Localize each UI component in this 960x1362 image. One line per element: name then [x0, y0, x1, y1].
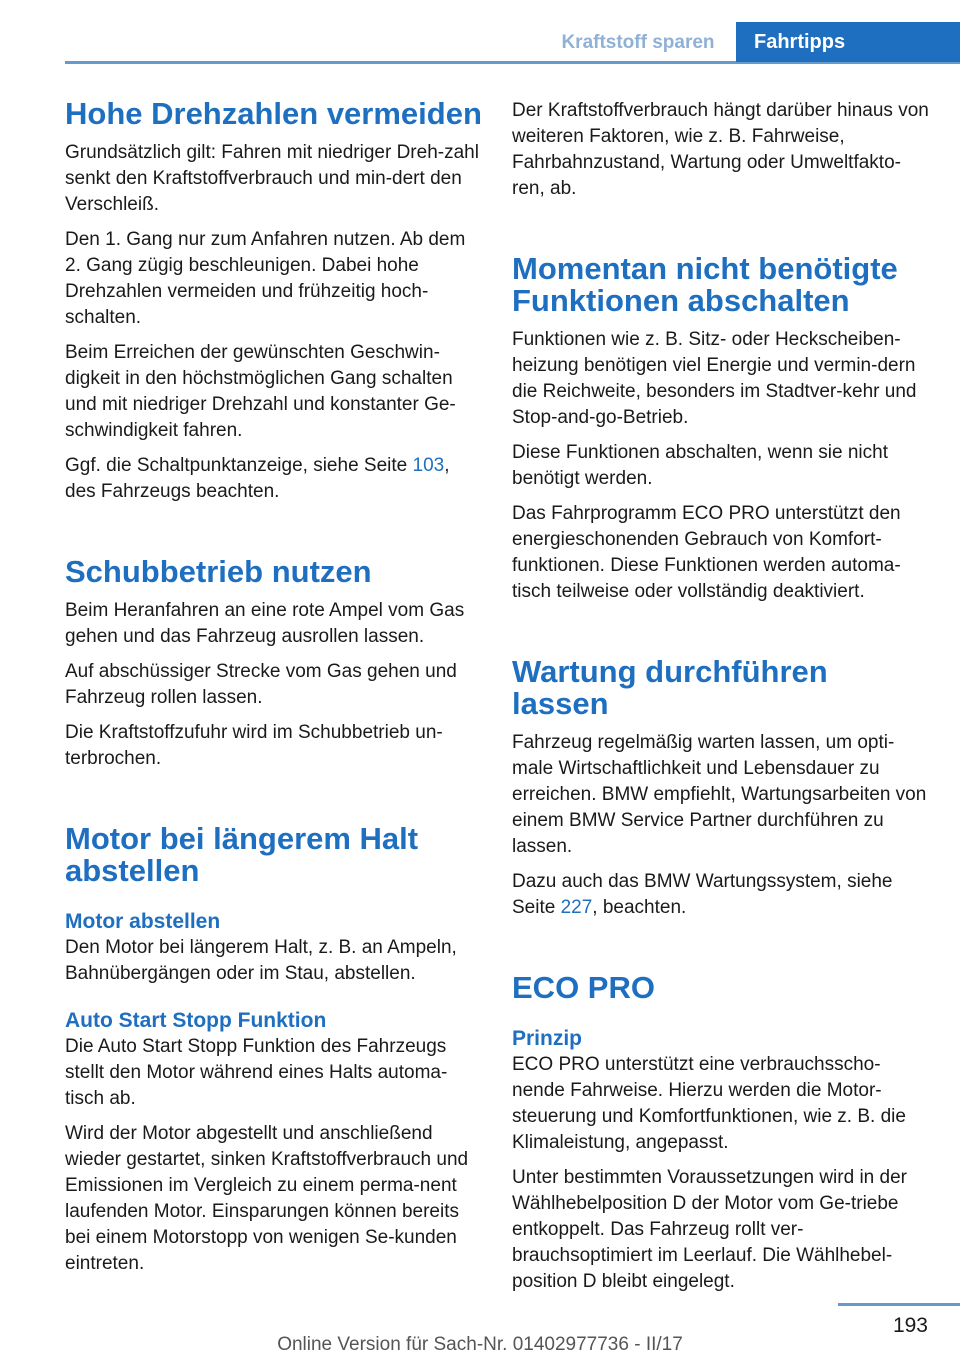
- text: , beachten.: [592, 897, 687, 918]
- paragraph: Auf abschüssiger Strecke vom Gas gehen und Fahrzeug rollen lassen.: [65, 661, 457, 708]
- right-column: [512, 98, 932, 1304]
- paragraph: Unter bestimmten Voraussetzungen wird in der Wählhebelposition D der Motor vom Ge‐triebe entkoppelt. Das Fahrzeug rollt ver‐brauchsoptimiert im Leerlauf. Die Wählhebel‐position D bleibt eingelegt.: [512, 1167, 907, 1292]
- subheading-auto-start-stopp: Auto Start Stopp Funktion: [65, 1009, 327, 1032]
- paragraph: ECO PRO unterstützt eine verbrauchsscho‐nende Fahrweise. Hierzu werden die Motor‐steuerung und Komfortfunktionen, wie z. B. die Klimaleistung, angepasst.: [512, 1054, 906, 1153]
- page-number-rule: [838, 1303, 960, 1306]
- page-link-227[interactable]: 227: [560, 897, 593, 918]
- subheading-motor-abstellen: Motor abstellen: [65, 910, 221, 933]
- paragraph: Der Kraftstoffverbrauch hängt darüber hinaus von weiteren Faktoren, wie z. B. Fahrweise, Fahrbahnzustand, Wartung oder Umweltfakto‐ren, ab.: [512, 100, 929, 199]
- left-column: [65, 98, 483, 1286]
- page-number: 193: [892, 1314, 928, 1337]
- paragraph: Den Motor bei längerem Halt, z. B. an Ampeln, Bahnübergängen oder im Stau, abstellen.: [65, 937, 457, 984]
- paragraph: Beim Heranfahren an eine rote Ampel vom Gas gehen und das Fahrzeug ausrollen lassen.: [65, 600, 465, 647]
- header-section-tab[interactable]: Kraftstoff sparen: [561, 32, 715, 53]
- paragraph-wartungssystem: [512, 869, 932, 921]
- heading-wartung: Wartung durchführen lassen: [512, 654, 828, 721]
- heading-eco-pro: ECO PRO: [512, 970, 655, 1005]
- paragraph: Wird der Motor abgestellt und anschließend wieder gestartet, sinken Kraftstoffverbrauch und Emissionen im Vergleich zu einem perma‐nent laufenden Motor. Einsparungen können bereits bei einem Motorstopp von wenigen Se‐kunden eintreten.: [65, 1123, 469, 1274]
- text: , des Fahrzeugs beachten.: [65, 455, 450, 502]
- heading-motor-abstellen: Motor bei längerem Halt abstellen: [65, 821, 419, 888]
- subheading-prinzip: Prinzip: [512, 1027, 583, 1050]
- paragraph: Funktionen wie z. B. Sitz- oder Heckscheiben‐heizung benötigen viel Energie und vermin‐dern die Reichweite, besonders im Stadtver‐kehr und Stop-and-go-Betrieb.: [512, 329, 917, 428]
- paragraph: Grundsätzlich gilt: Fahren mit niedriger Dreh‐zahl senkt den Kraftstoffverbrauch und min‐dert den Verschleiß.: [65, 142, 479, 215]
- paragraph: Fahrzeug regelmäßig warten lassen, um opti‐male Wirtschaftlichkeit und Lebensdauer zu erreichen. BMW empfiehlt, Wartungsarbeiten von einem BMW Service Partner durchführen zu lassen.: [512, 732, 927, 857]
- text: Dazu auch das BMW Wartungssystem, siehe Seite: [512, 871, 893, 918]
- paragraph-schaltpunkt: [65, 453, 483, 505]
- paragraph: Beim Erreichen der gewünschten Geschwin‐digkeit in den höchstmöglichen Gang schalten und mit niedriger Drehzahl und konstanter Ge‐schwindigkeit fahren.: [65, 342, 456, 441]
- paragraph: Diese Funktionen abschalten, wenn sie nicht benötigt werden.: [512, 442, 889, 489]
- heading-schubbetrieb: Schubbetrieb nutzen: [65, 554, 372, 589]
- footer-online-version: Online Version für Sach-Nr. 01402977736 - II/17: [277, 1334, 683, 1355]
- paragraph: Den 1. Gang nur zum Anfahren nutzen. Ab dem 2. Gang zügig beschleunigen. Dabei hohe Drehzahlen vermeiden und frühzeitig hoch‐schalten.: [65, 229, 466, 328]
- heading-funktionen-abschalten: Momentan nicht benötigte Funktionen abschalten: [512, 251, 898, 318]
- heading-hohe-drehzahlen: Hohe Drehzahlen vermeiden: [65, 96, 482, 131]
- paragraph: Die Auto Start Stopp Funktion des Fahrzeugs stellt den Motor während eines Halts automa‐tisch ab.: [65, 1036, 448, 1109]
- header-chapter-tab[interactable]: Fahrtipps: [736, 22, 960, 62]
- paragraph: Die Kraftstoffzufuhr wird im Schubbetrieb un‐terbrochen.: [65, 722, 443, 769]
- text: Ggf. die Schaltpunktanzeige, siehe Seite: [65, 455, 413, 476]
- paragraph: Das Fahrprogramm ECO PRO unterstützt den energieschonenden Gebrauch von Komfort‐funktionen. Diese Funktionen werden automa‐tisch teilweise oder vollständig deaktiviert.: [512, 503, 901, 602]
- page-link-103[interactable]: 103: [412, 455, 445, 476]
